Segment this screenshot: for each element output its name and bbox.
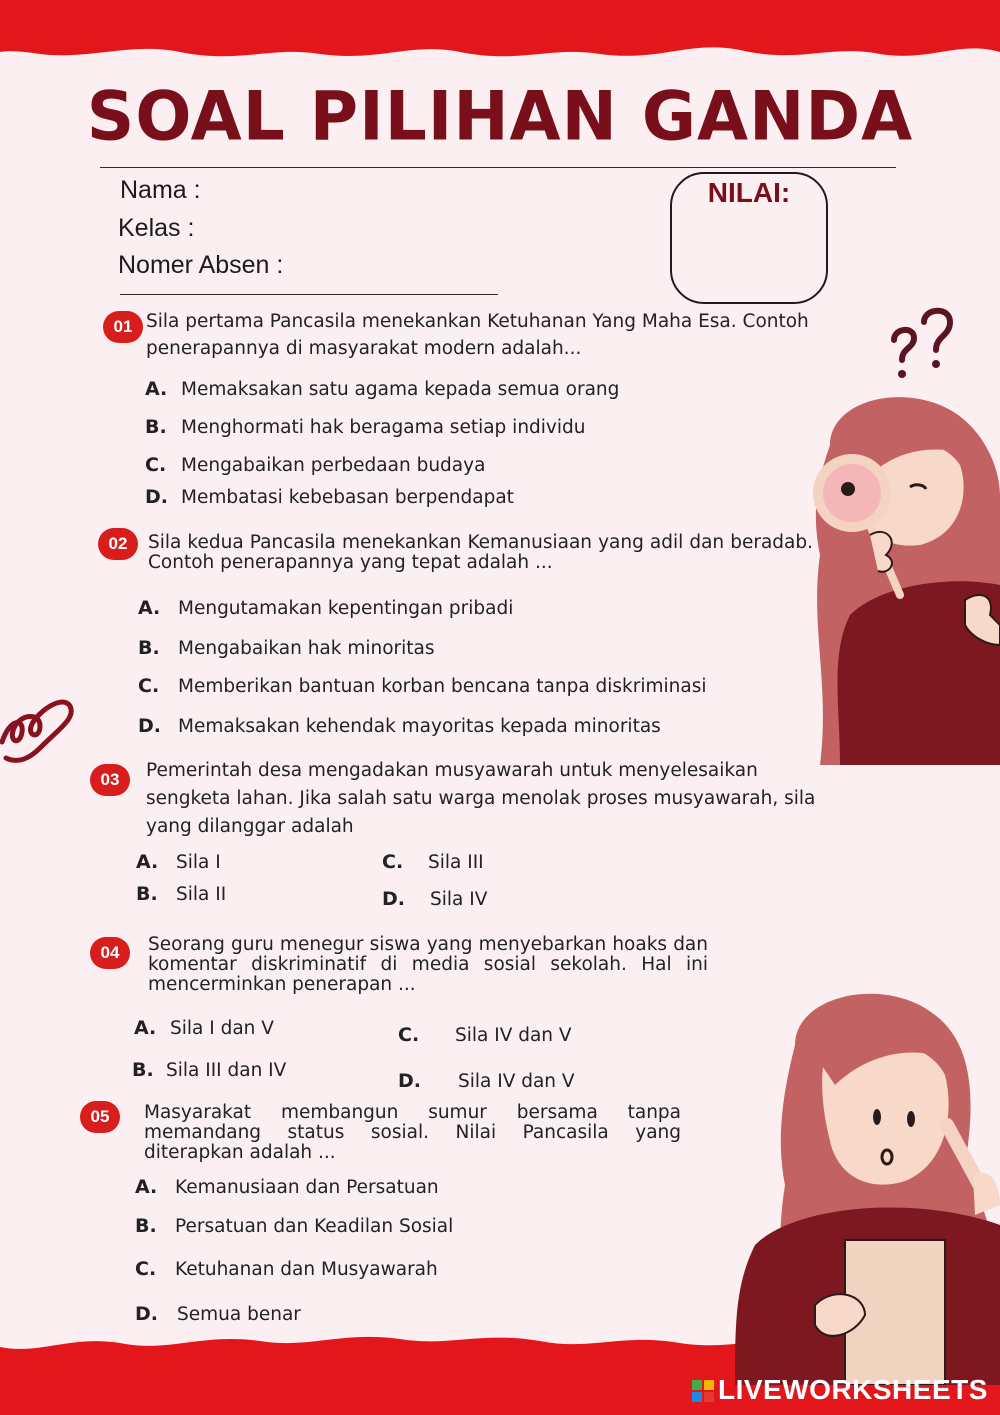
question-5-option-c[interactable] — [135, 1258, 438, 1280]
liveworksheets-logo-icon — [692, 1380, 714, 1402]
option-letter: B. — [136, 883, 158, 905]
option-text: Mengabaikan hak minoritas — [178, 638, 435, 659]
option-text: Semua benar — [177, 1304, 301, 1325]
option-letter: D. — [382, 888, 405, 910]
option-text: Menghormati hak beragama setiap individu — [181, 417, 586, 438]
option-text: Sila IV dan V — [458, 1071, 575, 1092]
option-letter: A. — [135, 1176, 158, 1198]
question-3-option-a[interactable] — [136, 851, 221, 873]
question-4-badge: 04 — [90, 937, 130, 969]
option-letter: B. — [135, 1215, 157, 1237]
option-letter: C. — [135, 1258, 157, 1280]
page-title: SOAL PILIHAN GANDA — [86, 77, 914, 156]
option-letter: A. — [145, 378, 168, 400]
fields-divider — [120, 294, 498, 295]
question-3-badge: 03 — [90, 764, 130, 796]
question-2-text: Sila kedua Pancasila menekankan Kemanusiaan yang adil dan beradab. Contoh penerapannya yang tepat adalah ... — [148, 532, 813, 573]
question-marks-icon — [880, 300, 960, 390]
liveworksheets-watermark — [692, 1374, 988, 1406]
option-letter: D. — [398, 1070, 421, 1092]
question-3-option-b[interactable] — [136, 883, 226, 905]
option-text: Sila II — [176, 884, 227, 905]
question-5-option-b[interactable] — [135, 1215, 453, 1237]
absen-label: Nomer Absen : — [118, 251, 284, 279]
option-letter: D. — [145, 486, 168, 508]
question-5-badge: 05 — [80, 1101, 120, 1133]
question-1-option-c[interactable] — [145, 454, 485, 476]
squiggle-decoration — [0, 688, 80, 768]
question-4-option-c[interactable] — [398, 1024, 572, 1046]
option-text: Kemanusiaan dan Persatuan — [175, 1177, 439, 1198]
option-text: Memaksakan satu agama kepada semua orang — [181, 379, 620, 400]
option-letter: A. — [138, 597, 161, 619]
question-4-option-a[interactable] — [134, 1017, 274, 1039]
question-3-option-d[interactable] — [382, 888, 487, 910]
option-text: Memaksakan kehendak mayoritas kepada minoritas — [178, 716, 661, 737]
question-3-text: Pemerintah desa mengadakan musyawarah untuk menyelesaikan sengketa lahan. Jika salah satu warga menolak proses musyawarah, sila yang dilanggar adalah — [146, 760, 816, 837]
title-divider — [100, 167, 896, 168]
question-4-text: Seorang guru menegur siswa yang menyebarkan hoaks dan komentar diskriminatif di media sosial sekolah. Hal ini mencerminkan penerapan ... — [148, 934, 708, 995]
question-1-option-a[interactable] — [145, 378, 619, 400]
option-text: Sila IV — [430, 889, 488, 910]
option-letter: C. — [138, 675, 160, 697]
option-text: Mengutamakan kepentingan pribadi — [178, 598, 514, 619]
question-1-badge: 01 — [103, 311, 143, 343]
score-label: NILAI: — [707, 177, 791, 208]
question-2-option-d[interactable] — [138, 715, 661, 737]
question-1-text: Sila pertama Pancasila menekankan Ketuhanan Yang Maha Esa. Contoh penerapannya di masyarakat modern adalah... — [146, 311, 809, 359]
option-text: Membatasi kebebasan berpendapat — [181, 487, 514, 508]
option-letter: C. — [398, 1024, 420, 1046]
question-4-option-d[interactable] — [398, 1070, 575, 1092]
question-2-option-b[interactable] — [138, 637, 435, 659]
question-5-option-a[interactable] — [135, 1176, 439, 1198]
option-text: Sila I dan V — [170, 1018, 274, 1039]
option-text: Sila IV dan V — [455, 1025, 572, 1046]
option-letter: D. — [135, 1303, 158, 1325]
option-letter: C. — [382, 851, 404, 873]
question-1-option-b[interactable] — [145, 416, 586, 438]
option-text: Persatuan dan Keadilan Sosial — [175, 1216, 454, 1237]
question-3-option-c[interactable] — [382, 851, 484, 873]
question-2-badge: 02 — [98, 528, 138, 560]
class-label: Kelas : — [118, 214, 195, 242]
option-letter: B. — [145, 416, 167, 438]
option-text: Memberikan bantuan korban bencana tanpa diskriminasi — [178, 676, 707, 697]
top-wave-border — [0, 0, 1000, 70]
question-4-option-b[interactable] — [132, 1059, 286, 1081]
option-letter: B. — [138, 637, 160, 659]
question-5-text: Masyarakat membangun sumur bersama tanpa memandang status sosial. Nilai Pancasila yang diterapkan adalah ... — [144, 1102, 681, 1163]
question-2-option-a[interactable] — [138, 597, 513, 619]
option-letter: A. — [136, 851, 159, 873]
option-letter: C. — [145, 454, 167, 476]
option-text: Sila III — [428, 852, 484, 873]
option-letter: B. — [132, 1059, 154, 1081]
watermark-text: LIVEWORKSHEETS — [718, 1374, 988, 1405]
option-text: Sila III dan IV — [166, 1060, 287, 1081]
question-1-option-d[interactable] — [145, 486, 514, 508]
option-text: Sila I — [176, 852, 221, 873]
girl-magnifier-illustration — [790, 385, 1000, 765]
option-letter: A. — [134, 1017, 157, 1039]
option-text: Mengabaikan perbedaan budaya — [181, 455, 486, 476]
name-label: Nama : — [120, 176, 201, 204]
question-5-option-d[interactable] — [135, 1303, 301, 1325]
question-2-option-c[interactable] — [138, 675, 707, 697]
option-letter: D. — [138, 715, 161, 737]
girl-clipboard-illustration — [715, 985, 1000, 1385]
option-text: Ketuhanan dan Musyawarah — [175, 1259, 438, 1280]
